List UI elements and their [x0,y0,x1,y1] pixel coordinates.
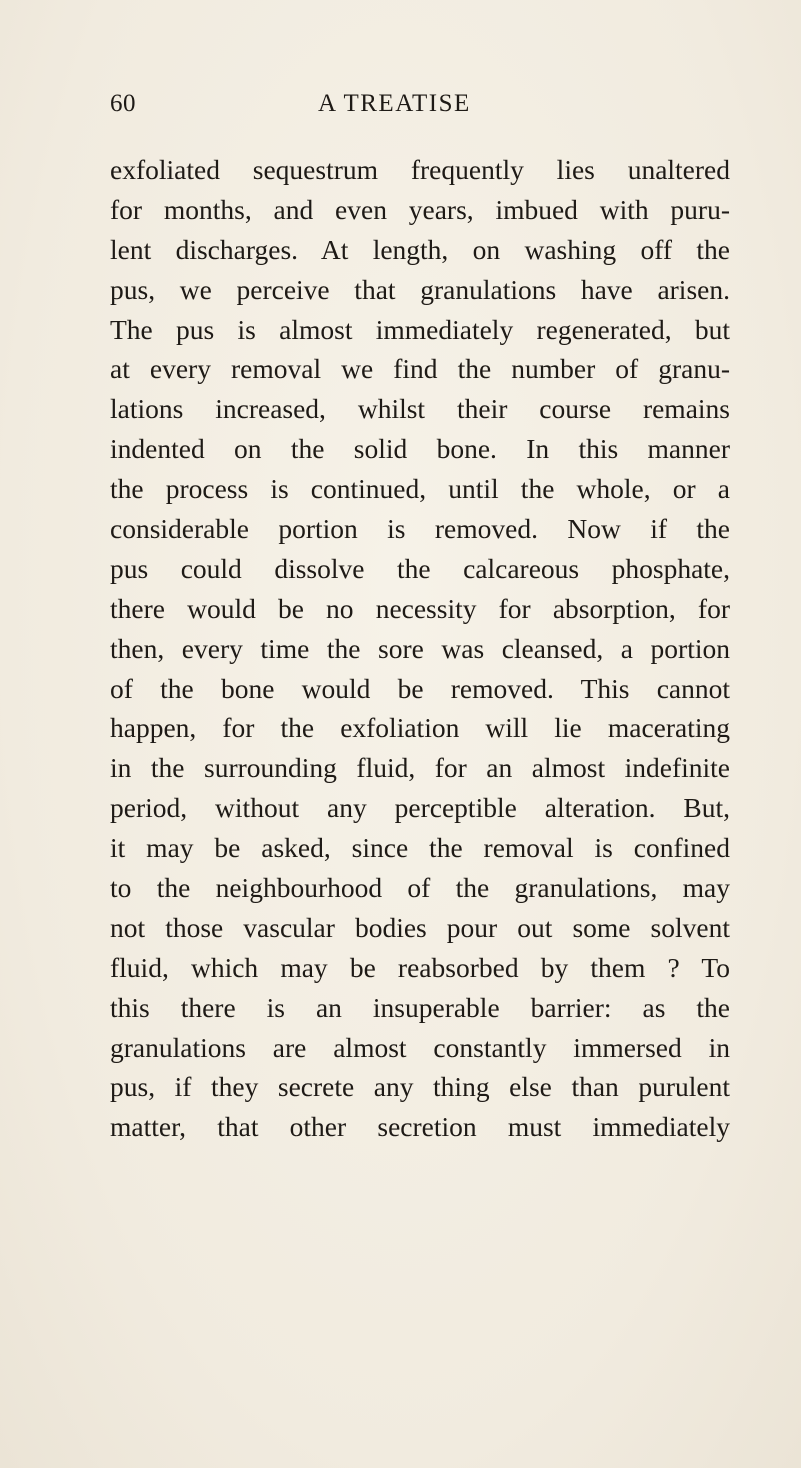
page-header [110,90,730,130]
text-line: in the surrounding fluid, for an almost indefinite [110,752,730,784]
body-text [110,150,730,1147]
text-line: lations increased, whilst their course remains [110,393,730,425]
text-line: at every removal we find the number of granu- [110,353,730,385]
text-line: The pus is almost immediately regenerated, but [110,313,730,345]
text-line: period, without any perceptible alteration. But, [110,792,730,824]
text-line: fluid, which may be reabsorbed by them ? To [110,951,730,983]
text-line: there would be no necessity for absorption, for [110,592,730,624]
text-line: considerable portion is removed. Now if the [110,513,730,545]
text-line: granulations are almost constantly immersed in [110,1031,730,1063]
text-line: of the bone would be removed. This cannot [110,672,730,704]
text-line: indented on the solid bone. In this manner [110,433,730,465]
text-line: the process is continued, until the whole, or a [110,473,730,505]
text-line: not those vascular bodies pour out some solvent [110,911,730,943]
text-line: happen, for the exfoliation will lie macerating [110,712,730,744]
running-title: A TREATISE [318,90,471,117]
text-line: then, every time the sore was cleansed, a portion [110,632,730,664]
text-line: pus could dissolve the calcareous phosphate, [110,552,730,584]
page-number: 60 [110,90,136,117]
text-line: this there is an insuperable barrier: as the [110,991,730,1023]
text-line: to the neighbourhood of the granulations, may [110,872,730,904]
text-line: pus, if they secrete any thing else than purulent [110,1071,730,1103]
text-line: it may be asked, since the removal is confined [110,832,730,864]
text-line: matter, that other secretion must immediately [110,1111,730,1143]
text-line: exfoliated sequestrum frequently lies unaltered [110,154,730,185]
text-line: for months, and even years, imbued with puru- [110,193,730,225]
text-line: pus, we perceive that granulations have arisen. [110,273,730,305]
text-line: lent discharges. At length, on washing off the [110,233,730,265]
